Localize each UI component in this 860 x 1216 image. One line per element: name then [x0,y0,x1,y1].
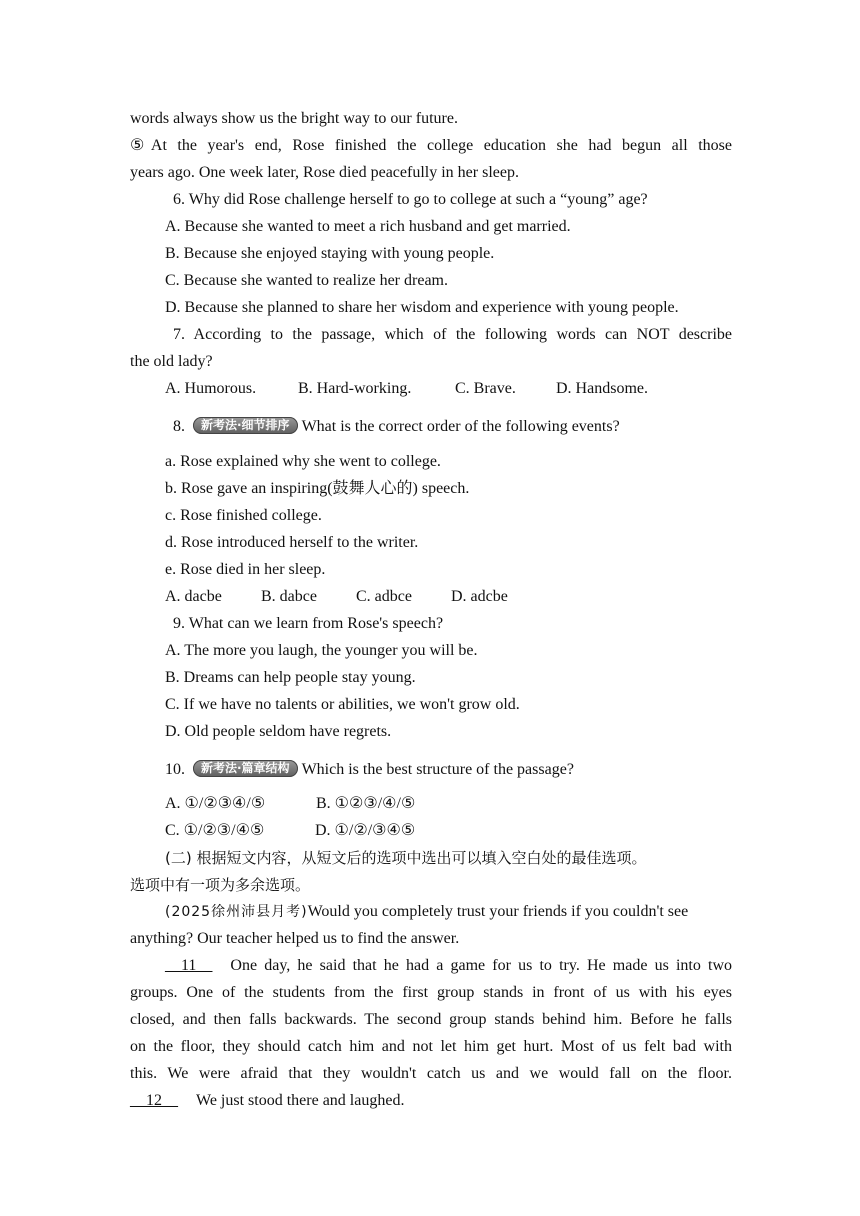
question-number: 8. [173,418,185,435]
question-8-event-b: b. Rose gave an inspiring(鼓舞人心的) speech. [165,480,470,497]
question-8-event-d: d. Rose introduced herself to the writer. [165,534,419,551]
question-type-badge: 新考法·篇章结构 [193,760,298,777]
question-10-option-b: B. ①②③/④/⑤ [316,795,416,812]
question-6-option-a: A. Because she wanted to meet a rich husband and get married. [165,218,571,235]
passage-line [130,1091,404,1111]
question-8-option-c: C. adbce [356,588,412,605]
question-6-option-d: D. Because she planned to share her wisdom and experience with young people. [165,299,679,316]
question-8-stem [173,417,620,437]
passage-text: Would you completely trust your friends if you couldn't see [307,903,689,920]
passage-paragraph [165,956,732,976]
blank-11: __11__ [165,957,213,974]
question-8-option-a: A. dacbe [165,588,222,605]
question-number: 10. [165,761,185,778]
passage-2-intro [165,902,688,922]
passage-line: closed, and then falls backwards. The second group stands behind him. Before he falls [130,1011,732,1028]
question-9-option-c: C. If we have no talents or abilities, we won't grow old. [165,696,520,713]
question-10-option-c: C. ①/②③/④⑤ [165,822,265,839]
question-8-event-a: a. Rose explained why she went to college. [165,453,441,470]
passage-text: We just stood there and laughed. [196,1092,405,1109]
passage-text: One day, he said that he had a game for us to try. He made us into two [230,957,732,974]
section-2-instruction-cont: 选项中有一项为多余选项。 [130,876,311,894]
question-8-event-e: e. Rose died in her sleep. [165,561,326,578]
question-7-stem: 7. According to the passage, which of the following words can NOT describe [173,326,732,343]
question-9-option-b: B. Dreams can help people stay young. [165,669,416,686]
question-7-stem-cont: the old lady? [130,353,213,370]
passage-line: anything? Our teacher helped us to find the answer. [130,930,460,947]
question-6-stem: 6. Why did Rose challenge herself to go to college at such a “young” age? [173,191,648,208]
question-7-option-a: A. Humorous. [165,380,257,397]
question-7-option-b: B. Hard-working. [298,380,412,397]
source-citation: (2025徐州沛县月考) [165,904,308,920]
section-2-instruction: (二) 根据短文内容，从短文后的选项中选出可以填入空白处的最佳选项。 [165,849,647,867]
question-8-option-d: D. adcbe [451,588,508,605]
question-6-option-c: C. Because she wanted to realize her dream. [165,272,448,289]
question-10-option-d: D. ①/②/③④⑤ [315,822,416,839]
question-8-event-c: c. Rose finished college. [165,507,322,524]
blank-12: __12__ [130,1092,178,1109]
question-10-option-a: A. ①/②③④/⑤ [165,795,266,812]
question-9-option-a: A. The more you laugh, the younger you will be. [165,642,478,659]
passage-line: on the floor, they should catch him and not let him get hurt. Most of us felt bad with [130,1038,732,1055]
question-text: What is the correct order of the following events? [301,418,620,435]
question-9-stem: 9. What can we learn from Rose's speech? [173,615,444,632]
question-6-option-b: B. Because she enjoyed staying with young people. [165,245,495,262]
question-7-option-d: D. Handsome. [556,380,648,397]
passage-line: words always show us the bright way to our future. [130,110,458,127]
passage-line: this. We were afraid that they wouldn't catch us and we would fall on the floor. [130,1065,732,1082]
question-10-stem [165,760,574,780]
question-text: Which is the best structure of the passage? [301,761,574,778]
question-7-option-c: C. Brave. [455,380,516,397]
question-8-option-b: B. dabce [261,588,317,605]
passage-line: years ago. One week later, Rose died peacefully in her sleep. [130,164,519,181]
passage-line: groups. One of the students from the first group stands in front of us with his eyes [130,984,732,1001]
question-9-option-d: D. Old people seldom have regrets. [165,723,392,740]
passage-paragraph-5: ⑤At the year's end, Rose finished the college education she had begun all those [130,137,732,154]
question-type-badge: 新考法·细节排序 [193,417,298,434]
